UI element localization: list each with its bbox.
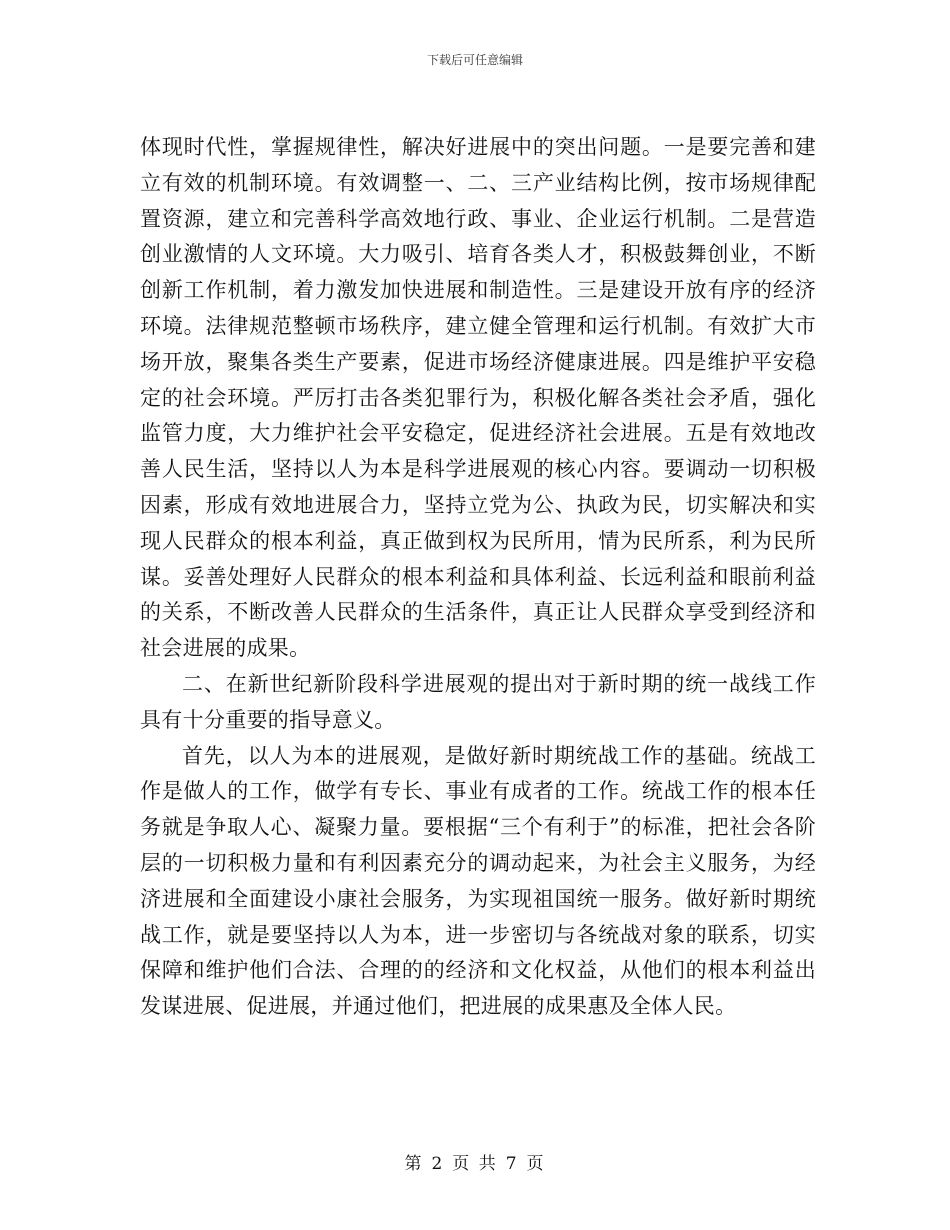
- page-footer: [0, 1153, 950, 1175]
- body-paragraph: 首先，以人为本的进展观，是做好新时期统战工作的基础。统战工作是做人的工作，做学有专长、事业有成者的工作。统战工作的根本任务就是争取人心、凝聚力量。要根据“三个有利于”的标准，把社会各阶层的一切积极力量和有利因素充分的调动起来，为社会主义服务，为经济进展和全面建设小康社会服务，为实现祖国统一服务。做好新时期统战工作，就是要坚持以人为本，进一步密切与各统战对象的联系，切实保障和维护他们合法、合理的的经济和文化权益，从他们的根本利益出发谋进展、促进展，并通过他们，把进展的成果惠及全体人民。: [140, 743, 816, 1019]
- body-paragraph-continued: 体现时代性，掌握规律性，解决好进展中的突出问题。一是要完善和建立有效的机制环境。有效调整一、二、三产业结构比例，按市场规律配置资源，建立和完善科学高效地行政、事业、企业运行机制。二是营造创业激情的人文环境。大力吸引、培育各类人才，积极鼓舞创业，不断创新工作机制，着力激发加快进展和制造性。三是建设开放有序的经济环境。法律规范整顿市场秩序，建立健全管理和运行机制。有效扩大市场开放，聚集各类生产要素，促进市场经济健康进展。四是维护平安稳定的社会环境。严厉打击各类犯罪行为，积极化解各类社会矛盾，强化监管力度，大力维护社会平安稳定，促进经济社会进展。五是有效地改善人民生活，坚持以人为本是科学进展观的核心内容。要调动一切积极因素，形成有效地进展合力，坚持立党为公、执政为民，切实解决和实现人民群众的根本利益，真正做到权为民所用，情为民所系，利为民所谋。妥善处理好人民群众的根本利益和具体利益、长远利益和眼前利益的关系，不断改善人民群众的生活条件，真正让人民群众享受到经济和社会进展的成果。: [140, 135, 816, 661]
- document-body: [140, 130, 816, 1025]
- footer-suffix: 页: [526, 1154, 546, 1174]
- footer-prefix: 第: [404, 1154, 424, 1174]
- section-heading-paragraph: 二、在新世纪新阶段科学进展观的提出对于新时期的统一战线工作具有十分重要的指导意义。: [140, 671, 816, 732]
- footer-middle: 页 共: [452, 1154, 498, 1174]
- total-page-count: 7: [505, 1154, 519, 1174]
- current-page-number: 2: [431, 1154, 445, 1174]
- header-note: 下载后可任意编辑: [426, 53, 523, 67]
- page-header: [0, 52, 950, 68]
